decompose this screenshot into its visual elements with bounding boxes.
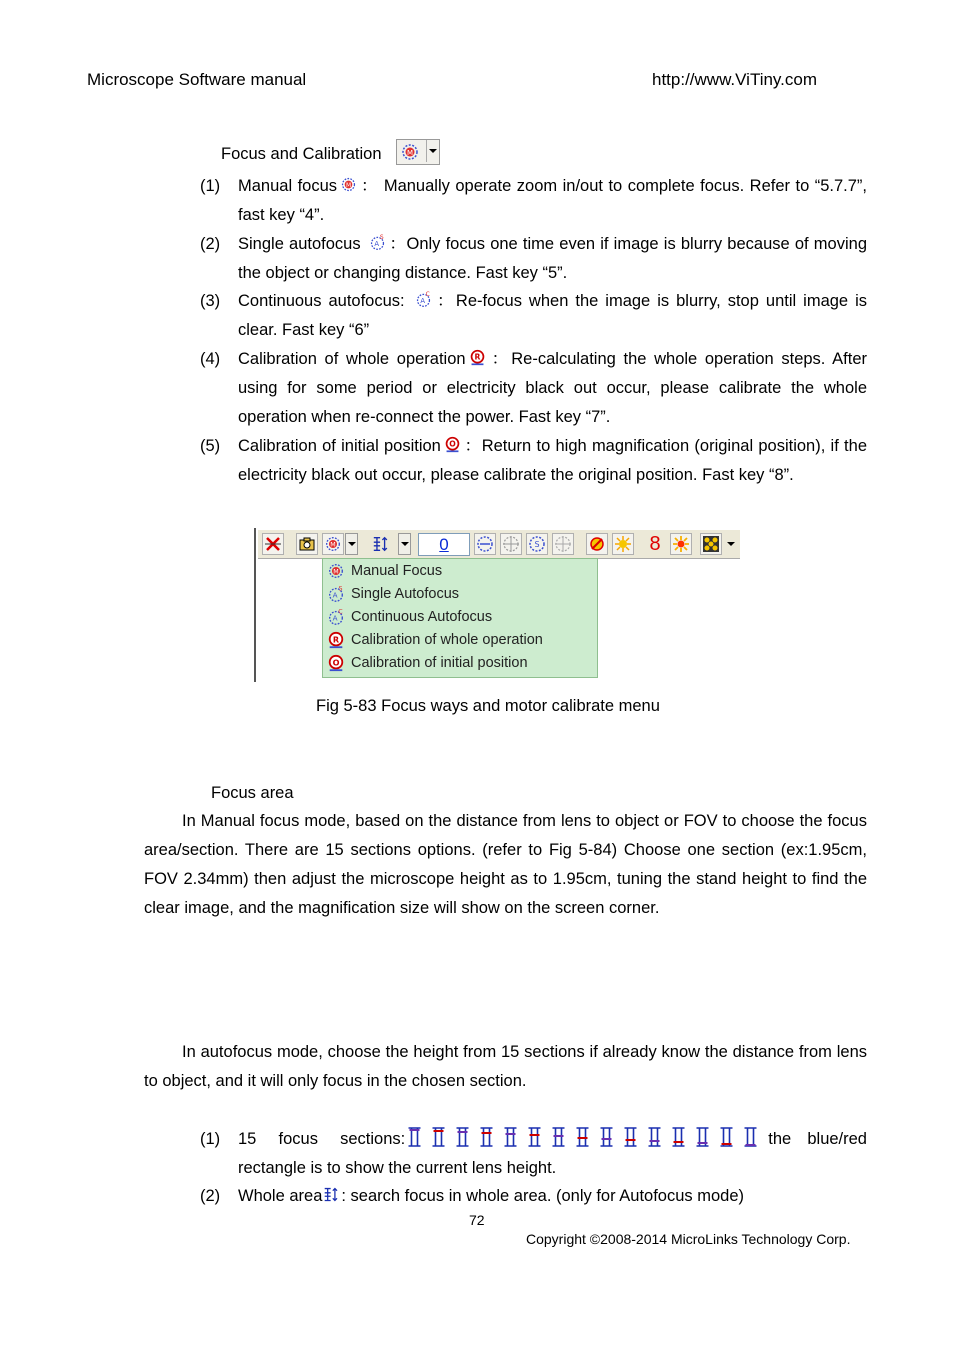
svg-text:M: M — [330, 541, 336, 549]
item-text: ：Only focus one time even if image is blurry because of moving the object or changing distance. Fast key “5”. — [238, 235, 867, 282]
focus-area-button[interactable] — [368, 533, 394, 555]
item-lead: 15 focus sections: — [238, 1130, 406, 1148]
snapshot-button[interactable] — [296, 533, 318, 555]
focus-section-icon — [671, 1126, 686, 1148]
svg-text:R: R — [332, 634, 340, 645]
chevron-down-icon — [401, 542, 409, 546]
focus-section-icon — [575, 1126, 590, 1148]
svg-text:A: A — [419, 296, 425, 305]
svg-text:S: S — [338, 585, 343, 593]
sun-bright-icon — [672, 535, 690, 553]
focus-section-icon — [743, 1126, 758, 1148]
light-dim-button[interactable] — [612, 533, 634, 555]
menu-item-label: Manual Focus — [351, 563, 443, 579]
item-lead: Continuous autofocus: — [238, 292, 405, 310]
chevron-down-icon — [727, 542, 735, 546]
focus-section-icon — [647, 1126, 662, 1148]
focus-section-icon — [695, 1126, 710, 1148]
focus-section-icon — [479, 1126, 494, 1148]
zoom-out-button[interactable] — [474, 533, 496, 555]
item-number: (5) — [200, 437, 221, 455]
focus-mode-dropdown[interactable] — [345, 533, 358, 555]
minus-circle-icon — [476, 535, 494, 553]
autofocus-button[interactable] — [526, 533, 548, 555]
focus-section-icon — [431, 1126, 446, 1148]
menu-item-continuous-autofocus[interactable] — [327, 606, 492, 628]
menu-item-manual-focus[interactable] — [327, 560, 442, 582]
dropdown-arrow-icon — [426, 140, 439, 162]
crosshair-icon — [502, 535, 520, 553]
item-number: (1) — [200, 177, 221, 195]
header-url: http://www.ViTiny.com — [652, 70, 818, 89]
item-text: : search focus in whole area. (only for Autofocus mode) — [341, 1187, 745, 1205]
crosshair-button[interactable] — [500, 533, 522, 555]
menu-item-label: Continuous Autofocus — [351, 609, 493, 625]
focus-section-icon — [623, 1126, 638, 1148]
item-lead: Whole area — [238, 1187, 323, 1205]
menu-item-calibration-whole[interactable] — [327, 629, 543, 651]
calibration-whole-icon — [469, 349, 486, 366]
paragraph-autofocus-mode: In autofocus mode, choose the height from 15 sections if already know the distance from lens to object, and it will only focus in the chosen section. — [144, 1043, 867, 1090]
svg-text:A: A — [332, 613, 338, 623]
focus-section-icon — [719, 1126, 734, 1148]
menu-item-label: Calibration of whole operation — [351, 632, 543, 648]
manual-focus-icon — [327, 562, 345, 580]
chevron-down-icon — [348, 542, 356, 546]
stop-x-icon — [264, 535, 282, 553]
focus-section-icon — [551, 1126, 566, 1148]
whole-area-icon — [323, 1186, 340, 1203]
svg-text:M: M — [345, 182, 352, 190]
list-item-whole-area — [238, 1182, 867, 1211]
header-title: Microscope Software manual — [87, 70, 307, 89]
menu-item-calibration-initial[interactable] — [327, 652, 528, 674]
item-text: ： Manually operate zoom in/out to complete focus. Refer to “5.7.7”, fast key “4”. — [238, 177, 867, 224]
light-off-icon — [588, 535, 606, 553]
focus-section-icon — [527, 1126, 542, 1148]
light-bright-button[interactable] — [670, 533, 692, 555]
focus-section-icon — [599, 1126, 614, 1148]
figure-caption: Fig 5-83 Focus ways and motor calibrate menu — [316, 697, 660, 715]
focus-section-icon — [503, 1126, 518, 1148]
calibration-initial-icon — [444, 436, 461, 453]
focus-section-icon — [455, 1126, 470, 1148]
led-pattern-dropdown[interactable] — [724, 533, 737, 555]
svg-text:M: M — [333, 568, 339, 576]
focus-section-icons — [407, 1126, 758, 1148]
menu-item-label: Calibration of initial position — [351, 655, 528, 671]
item-number: (4) — [200, 350, 221, 368]
list-item-continuous-autofocus — [238, 287, 867, 345]
light-level: 8 — [649, 533, 661, 555]
item-text: the blue/red rectangle is to show the current lens height. — [238, 1130, 867, 1177]
focus-dropdown-menu — [322, 558, 598, 678]
autofocus-icon — [528, 535, 546, 553]
menu-item-label: Single Autofocus — [351, 586, 460, 602]
crosshair-icon — [554, 535, 572, 553]
continuous-autofocus-icon — [327, 608, 345, 626]
svg-text:R: R — [474, 352, 481, 362]
list-item-calibration-initial — [238, 432, 867, 490]
paragraph-manual-focus-mode: In Manual focus mode, based on the distance from lens to object or FOV to choose the focus area/section. There are 15 sections options. (refer to Fig 5-84) Choose one section (ex:1.95cm, FOV 2.34mm) then adjust the microscope height as to 1.95cm, tuning the stand height to find the clear image, and the magnification size will show on the screen corner. — [144, 812, 867, 917]
svg-text:S: S — [379, 234, 384, 242]
svg-text:M: M — [407, 149, 414, 157]
menu-item-single-autofocus[interactable] — [327, 583, 459, 605]
value-field[interactable]: 0 — [418, 533, 470, 556]
focus-dropdown-button[interactable] — [396, 139, 440, 165]
focus-menu-figure — [254, 528, 740, 682]
section-title-focus-calibration — [221, 139, 440, 165]
manual-focus-icon — [324, 535, 342, 553]
list-item-focus-sections — [238, 1125, 867, 1183]
led-pattern-icon — [702, 535, 720, 553]
section-title-text: Focus and Calibration — [221, 145, 382, 163]
led-pattern-button[interactable] — [700, 533, 722, 555]
item-number: (3) — [200, 292, 221, 310]
svg-text:C: C — [425, 291, 430, 299]
manual-focus-icon — [340, 176, 357, 193]
continuous-autofocus-icon — [415, 291, 432, 308]
item-lead: Calibration of whole operation — [238, 350, 466, 368]
stop-button[interactable] — [262, 533, 284, 555]
item-text: ：Return to high magnification (original position), if the electricity black out occur, please calibrate the original position. Fast key “8”. — [238, 437, 867, 484]
item-lead: Manual focus — [238, 177, 338, 195]
whole-area-icon — [372, 535, 390, 553]
crosshair-disabled-button[interactable] — [552, 533, 574, 555]
item-lead: Single autofocus — [238, 235, 361, 253]
item-lead: Calibration of initial position — [238, 437, 441, 455]
list-item-manual-focus — [238, 172, 867, 230]
item-text: ：Re-focus when the image is blurry, stop until image is clear. Fast key “6” — [238, 292, 868, 339]
item-number: (2) — [200, 1187, 221, 1205]
manual-focus-icon — [400, 142, 420, 162]
list-item-single-autofocus — [238, 230, 867, 288]
page-number: 72 — [469, 1212, 485, 1228]
calibration-whole-icon — [327, 631, 345, 649]
item-number: (1) — [200, 1130, 221, 1148]
toolbar — [258, 530, 740, 559]
single-autofocus-icon — [327, 585, 345, 603]
calibration-initial-icon — [327, 654, 345, 672]
svg-text:S: S — [534, 540, 540, 549]
figure-divider — [254, 528, 256, 682]
list-item-calibration-whole — [238, 345, 867, 432]
svg-text:O: O — [449, 439, 456, 449]
focus-mode-button[interactable] — [322, 533, 344, 555]
focus-area-dropdown[interactable] — [398, 533, 411, 555]
svg-text:O: O — [332, 657, 340, 668]
svg-text:A: A — [374, 239, 379, 248]
svg-text:C: C — [338, 608, 343, 616]
section-title-focus-area: Focus area — [211, 784, 294, 802]
focus-section-icon — [407, 1126, 422, 1148]
light-off-button[interactable] — [586, 533, 608, 555]
sun-icon — [614, 535, 632, 553]
copyright: Copyright ©2008-2014 MicroLinks Technology Corp. — [526, 1231, 851, 1247]
item-number: (2) — [200, 235, 221, 253]
single-autofocus-icon — [369, 234, 386, 251]
item-text: ：Re-calculating the whole operation steps. After using for some period or electricity black out occur, please calibrate the whole operation when re-connect the power. Fast key “7”. — [238, 350, 867, 426]
svg-text:A: A — [332, 590, 338, 600]
camera-icon — [298, 535, 316, 553]
